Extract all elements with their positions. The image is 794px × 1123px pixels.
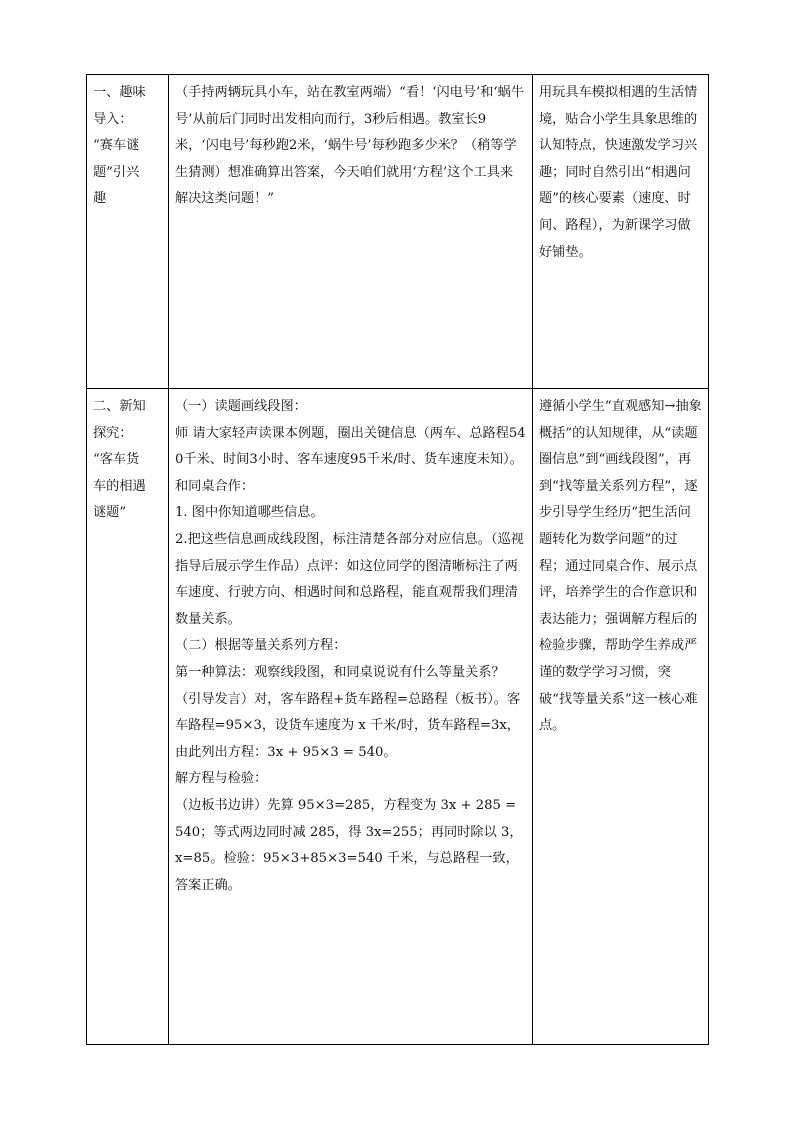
stage-line: 题”引兴 bbox=[93, 164, 140, 180]
intent-paragraph: 遵循小学生“直观感知→抽象概括”的认知规律，从“读题圈信息”到“画线段图”，再到“找等量关系列方程”，逐步引导学生经历“把生活问题转化为数学问题”的过程；通过同桌合作、展示点评，培养学生的合作意识和表达能力；强调解方程后的检验步骤，帮助学生养成严谨的数学学习习惯，突破“找等量关系”这一核心难点。 bbox=[539, 399, 702, 734]
lesson-plan-table bbox=[86, 74, 709, 1045]
activity-paragraph: （一）读题画线段图： bbox=[175, 399, 307, 414]
table-row bbox=[87, 389, 709, 1045]
stage-line: 谜题” bbox=[93, 505, 127, 521]
activity-paragraph: 和同桌合作： bbox=[175, 478, 255, 494]
activity-paragraph: （手持两辆玩具小车，站在教室两端）“看！‘闪电号’和‘蜗牛号’从前后门同时出发相向而行，3秒后相遇。教室长9米，‘闪电号’每秒跑2米，‘蜗牛号’每秒跑多少米？（稍等学生猜测）想准确算出答案，今天咱们就用‘方程’这个工具来解决这类问题！” bbox=[175, 85, 525, 207]
stage-line: 一、趣味 bbox=[93, 85, 146, 100]
activity-paragraph: 2.把这些信息画成线段图，标注清楚各部分对应信息。（巡视指导后展示学生作品）点评：如这位同学的图清晰标注了两车速度、行驶方向、相遇时间和总路程，能直观帮我们理清数量关系。 bbox=[175, 531, 524, 627]
activity-paragraph: （边板书边讲）先算 95×3=285，方程变为 3x + 285 = 540；等式两边同时减 285，得 3x=255；再同时除以 3，x=85。检验：95×3+85×3=540 千米，与总路程一致，答案正确。 bbox=[175, 797, 523, 893]
stage-line: 探究： bbox=[93, 425, 133, 441]
stage-line: 导入： bbox=[93, 111, 133, 127]
activity-cell bbox=[169, 75, 533, 389]
stage-cell bbox=[87, 389, 169, 1045]
stage-line: 趣 bbox=[93, 191, 107, 207]
stage-line: “客车货 bbox=[93, 452, 140, 468]
table-row bbox=[87, 75, 709, 389]
intent-paragraph: 用玩具车模拟相遇的生活情境，贴合小学生具象思维的认知特点，快速激发学习兴趣；同时自然引出“相遇问题”的核心要素（速度、时间、路程），为新课学习做好铺垫。 bbox=[539, 85, 698, 260]
stage-line: “赛车谜 bbox=[93, 138, 140, 154]
stage-line: 车的相遇 bbox=[93, 478, 146, 494]
intent-cell bbox=[533, 389, 709, 1045]
stage-line: 二、新知 bbox=[93, 399, 146, 414]
activity-paragraph: （二）根据等量关系列方程： bbox=[175, 638, 347, 654]
activity-paragraph: 解方程与检验： bbox=[175, 771, 268, 787]
activity-paragraph: 1. 图中你知道哪些信息。 bbox=[175, 505, 324, 521]
activity-paragraph: 师 请大家轻声读课本例题，圈出关键信息（两车、总路程540千米、时间3小时、客车速度95千米/时、货车速度未知）。 bbox=[175, 425, 526, 468]
stage-cell bbox=[87, 75, 169, 389]
activity-paragraph: 第一种算法：观察线段图，和同桌说说有什么等量关系？（引导发言）对，客车路程+货车路程=总路程（板书）。客车路程=95×3，设货车速度为 x 千米/时，货车路程=3x，由此列出方程：3x + 95×3 = 540。 bbox=[175, 664, 521, 760]
activity-cell bbox=[169, 389, 533, 1045]
intent-cell bbox=[533, 75, 709, 389]
